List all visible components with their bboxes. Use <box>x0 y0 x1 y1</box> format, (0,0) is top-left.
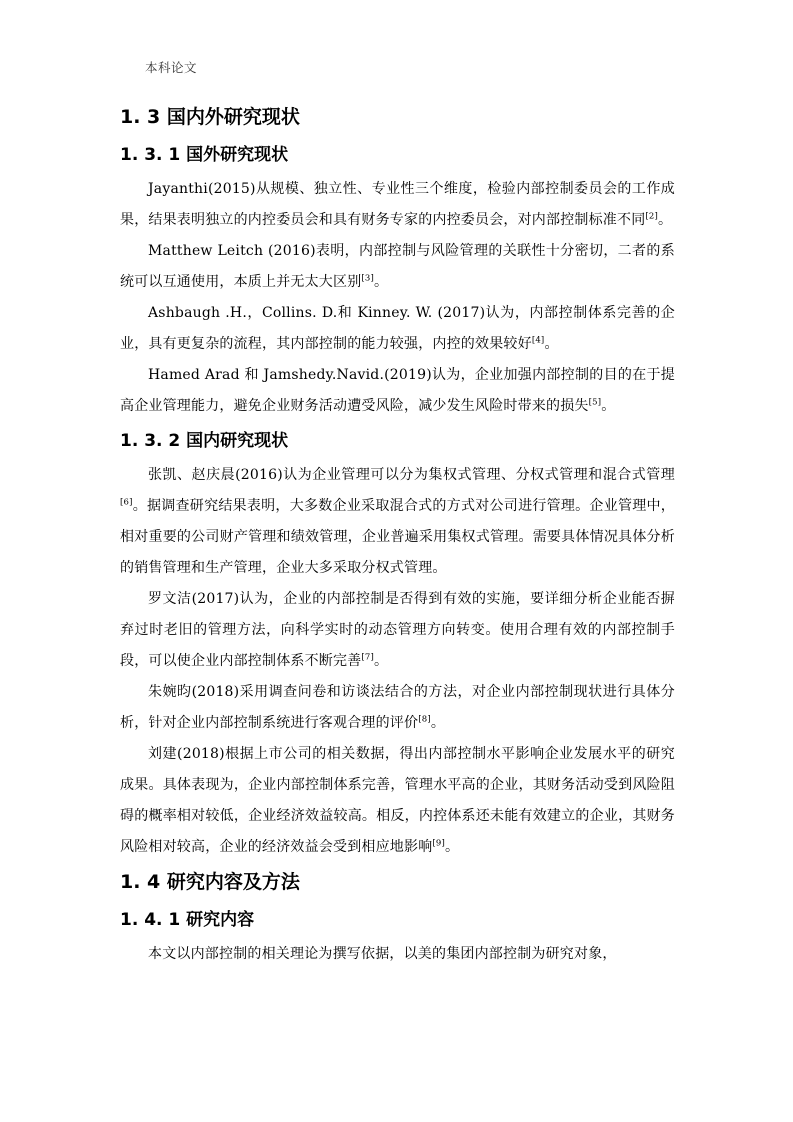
running-header: 本科论文 <box>145 60 198 75</box>
paragraph-text: 张凯、赵庆晨(2016)认为企业管理可以分为集权式管理、分权式管理和混合式管理 <box>148 467 675 483</box>
paragraph <box>120 739 675 863</box>
section-heading-1-3: 1. 3 国内外研究现状 <box>120 106 300 128</box>
paragraph-text: 朱婉昀(2018)采用调查问卷和访谈法结合的方法，对企业内部控制现状进行具体分析，针对企业内部控制系统进行客观合理的评价 <box>120 684 675 731</box>
citation-ref: [2] <box>645 211 659 222</box>
paragraph <box>120 174 675 236</box>
citation-ref: [3] <box>361 273 375 284</box>
paragraph <box>120 460 675 584</box>
paragraph-text: 罗文洁(2017)认为，企业的内部控制是否得到有效的实施，要详细分析企业能否摒弃过时老旧的管理方法，向科学实时的动态管理方向转变。使用合理有效的内部控制手段，可以使企业内部控制体系不断完善 <box>120 591 675 669</box>
citation-ref: [4] <box>531 335 545 346</box>
paragraph-end: 。 <box>430 715 446 731</box>
citation-ref: [7] <box>361 652 375 663</box>
paragraph <box>120 584 675 677</box>
citation-ref: [9] <box>432 838 446 849</box>
paragraph <box>120 677 675 739</box>
paragraph <box>120 939 675 970</box>
citation-ref: [5] <box>588 397 602 408</box>
citation-ref: [8] <box>418 714 431 725</box>
section-heading-1-4: 1. 4 研究内容及方法 <box>120 871 300 893</box>
subsection-heading-1-4-1: 1. 4. 1 研究内容 <box>120 910 255 930</box>
paragraph-text: 刘建(2018)根据上市公司的相关数据，得出内部控制水平影响企业发展水平的研究成果。具体表现为，企业内部控制体系完善，管理水平高的企业，其财务活动受到风险阻碍的概率相对较低，企业经济效益较高。相反，内控体系还未能有效建立的企业，其财务风险相对较高，企业的经济效益会受到相应地影响 <box>120 746 675 855</box>
document-body <box>120 98 675 970</box>
paragraph <box>120 298 675 360</box>
paragraph-end: 。据调查研究结果表明，大多数企业采取混合式的方式对公司进行管理。企业管理中，相对重要的公司财产管理和绩效管理，企业普遍采用集权式管理。需要具体情况具体分析的销售管理和生产管理，企业大多采取分权式管理。 <box>120 498 675 576</box>
paragraph-end: 。 <box>374 653 389 669</box>
subsection-heading-1-3-1: 1. 3. 1 国外研究现状 <box>120 145 289 165</box>
paragraph-end: 。 <box>601 398 616 414</box>
paragraph-text: 本文以内部控制的相关理论为撰写依据，以美的集团内部控制为研究对象， <box>148 946 617 962</box>
paragraph-text: Hamed Arad 和 Jamshedy.Navid.(2019)认为，企业加强内部控制的目的在于提高企业管理能力，避免企业财务活动遭受风险，减少发生风险时带来的损失 <box>120 367 675 414</box>
paragraph-text: Ashbaugh .H.，Collins. D.和 Kinney. W. (2017)认为，内部控制体系完善的企业，具有更复杂的流程，其内部控制的能力较强，内控的效果较好 <box>120 305 675 352</box>
citation-ref: [6] <box>120 497 133 508</box>
paragraph-end: 。 <box>544 336 559 352</box>
paragraph-text: Matthew Leitch (2016)表明，内部控制与风险管理的关联性十分密切，二者的系统可以互通使用，本质上并无太大区别 <box>120 243 675 290</box>
paragraph-text: Jayanthi(2015)从规模、独立性、专业性三个维度，检验内部控制委员会的工作成果，结果表明独立的内控委员会和具有财务专家的内控委员会，对内部控制标准不同 <box>120 181 675 228</box>
paragraph <box>120 360 675 422</box>
paragraph-end: 。 <box>374 274 389 290</box>
subsection-heading-1-3-2: 1. 3. 2 国内研究现状 <box>120 431 289 451</box>
paragraph-end: 。 <box>445 839 460 855</box>
paragraph <box>120 236 675 298</box>
paragraph-end: 。 <box>658 212 673 228</box>
